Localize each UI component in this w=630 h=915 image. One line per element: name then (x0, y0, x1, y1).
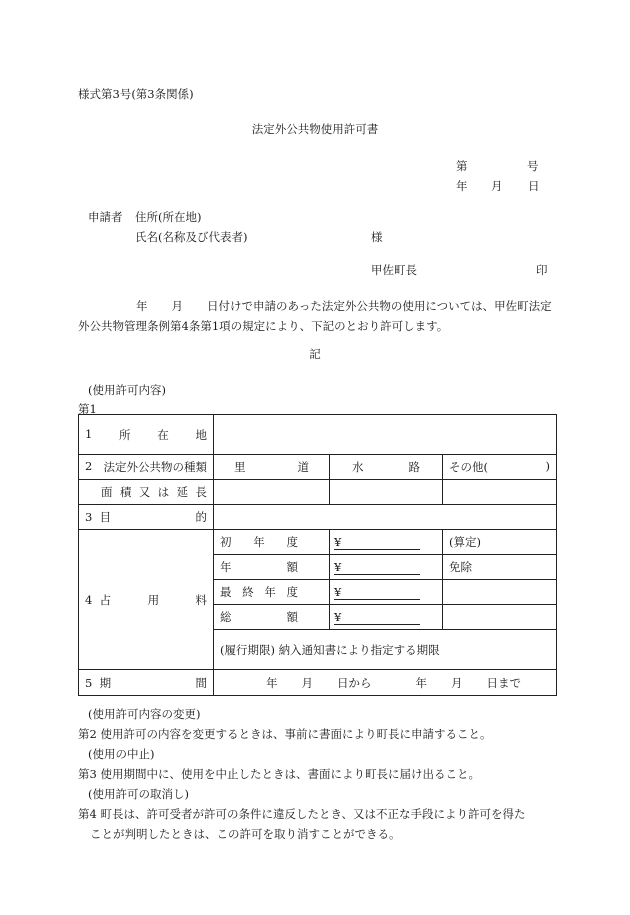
area-other-value (443, 480, 557, 505)
location-value (214, 415, 557, 455)
permit-details-table (78, 414, 557, 696)
period-from-day: 日から (337, 675, 372, 690)
clause-2-heading: (使用許可内容の変更) (88, 707, 201, 721)
applicant-label: 申請者 (88, 210, 123, 224)
issue-date-day: 日 (528, 179, 540, 193)
period-to-day: 日まで (486, 675, 521, 690)
fee-final-year-note (443, 580, 557, 605)
fee-total-yen: ¥ (334, 610, 420, 625)
period-value (214, 670, 557, 696)
type-waterway: 水 路 (330, 455, 443, 480)
area-waterway-value (330, 480, 443, 505)
period-from-year: 年 (266, 675, 278, 690)
applicant-honorific: 様 (371, 230, 383, 244)
fee-annual-yen: ¥ (334, 560, 420, 575)
calc-label: (算定) (443, 530, 557, 555)
body-text: 日付けで申請のあった法定外公共物の使用については、甲佐町法定外公共物管理条例第4条第1項の規定により、下記のとおり許可します。 (78, 299, 552, 333)
clause-3-text: 第3 使用期間中に、使用を中止したときは、書面により町長に届け出ること。 (78, 767, 480, 781)
ki-heading: 記 (309, 347, 321, 361)
permit-number-prefix: 第 (456, 159, 468, 173)
fee-final-year-value (330, 580, 443, 605)
fee-total-value (330, 605, 443, 630)
type-row (79, 455, 557, 480)
form-number-label: 様式第3号(第3条関係) (78, 87, 194, 101)
clause-4-heading: (使用許可の取消し) (88, 787, 189, 801)
purpose-row (79, 505, 557, 530)
period-row (79, 670, 557, 696)
purpose-value (214, 505, 557, 530)
body-month: 月 (171, 299, 183, 313)
payment-deadline: (履行期限) 納入通知書により指定する期限 (214, 630, 557, 670)
clause-4-text-line1: 第4 町長は、許可受者が許可の条件に違反したとき、又は不正な手段により許可を得た (78, 807, 526, 821)
area-row (79, 480, 557, 505)
area-road-value (214, 480, 330, 505)
fee-total-label: 総 額 (214, 605, 330, 630)
fee-first-year-label: 初 年 度 (214, 530, 330, 555)
type-road: 里 道 (214, 455, 330, 480)
clause-3-heading: (使用の中止) (88, 747, 155, 761)
permit-number-suffix: 号 (527, 159, 539, 173)
body-year: 年 (136, 299, 148, 313)
type-label: 2 法定外公共物の種類 (79, 455, 214, 480)
type-other: その他( ) (443, 455, 557, 480)
fee-label: 4 占 用 料 (79, 530, 214, 670)
issue-date-year: 年 (456, 179, 468, 193)
fee-first-year-row (79, 530, 557, 555)
period-from-month: 月 (301, 675, 313, 690)
fee-annual-value (330, 555, 443, 580)
applicant-name-label: 氏名(名称及び代表者) (135, 230, 248, 244)
fee-final-year-label: 最 終 年 度 (214, 580, 330, 605)
period-to-month: 月 (451, 675, 463, 690)
fee-first-year-yen: ¥ (334, 535, 420, 550)
applicant-address-label: 住所(所在地) (135, 210, 202, 224)
clause-4-text-line2: ことが判明したときは、この許可を取り消すことができる。 (90, 827, 401, 841)
fee-annual-label: 年 額 (214, 555, 330, 580)
content-heading: (使用許可内容) (88, 383, 166, 397)
period-label: 5 期 間 (79, 670, 214, 696)
fee-first-year-value (330, 530, 443, 555)
permit-body-paragraph (78, 296, 556, 336)
purpose-label: 3 目 的 (79, 505, 214, 530)
fee-final-year-yen: ¥ (334, 585, 420, 600)
issue-date-month: 月 (491, 179, 503, 193)
issuer-name: 甲佐町長 (371, 263, 417, 277)
clause-2-text: 第2 使用許可の内容を変更するときは、事前に書面により町長に申請すること。 (78, 727, 492, 741)
location-row (79, 415, 557, 455)
document-title: 法定外公共物使用許可書 (251, 122, 379, 136)
period-to-year: 年 (415, 675, 427, 690)
area-label: 面 積 又 は 延 長 (79, 480, 214, 505)
article-1-label: 第1 (78, 402, 97, 416)
issuer-seal: 印 (536, 263, 548, 277)
fee-exempt: 免除 (443, 555, 557, 580)
fee-total-note (443, 605, 557, 630)
location-label: 1 所 在 地 (79, 415, 214, 455)
